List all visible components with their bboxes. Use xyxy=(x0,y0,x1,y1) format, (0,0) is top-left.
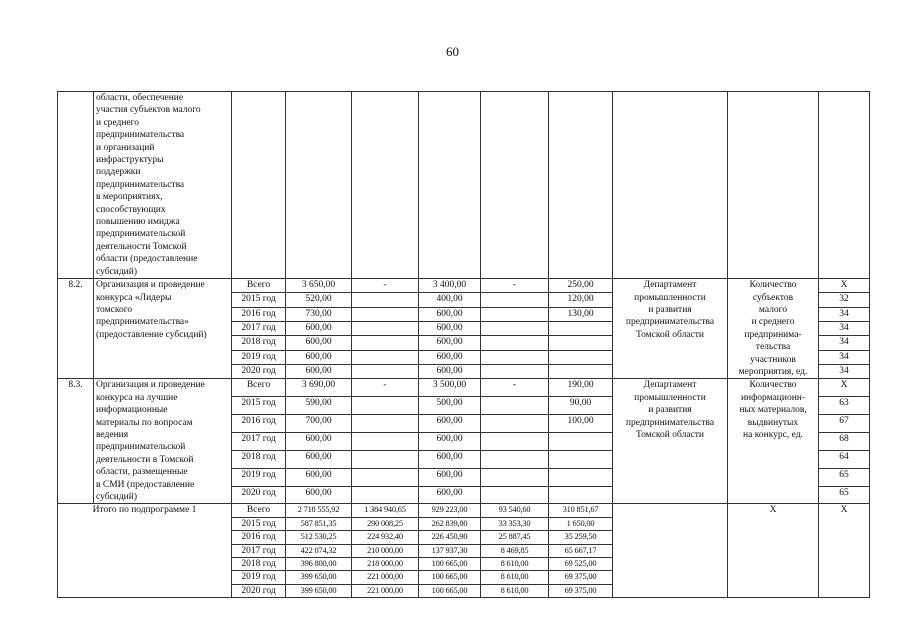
extrabudget-cell: 90,00 xyxy=(549,397,613,415)
total-cell: 600,00 xyxy=(286,432,352,450)
year-cell: 2017 год xyxy=(232,322,286,336)
federal-cell: - xyxy=(352,379,419,397)
municipal-cell xyxy=(481,468,549,486)
regional-cell: 100 665,00 xyxy=(419,558,481,571)
extrabudget-cell: 69 375,00 xyxy=(549,571,613,584)
year-cell: Всего xyxy=(232,504,286,517)
municipal-cell: 93 540,60 xyxy=(481,504,549,517)
indicator-value-cell: 63 xyxy=(819,397,870,415)
municipal-cell: 8 610,00 xyxy=(481,584,549,597)
federal-cell xyxy=(352,350,419,364)
extrabudget-cell: 310 851,67 xyxy=(549,504,613,517)
indicator-cell: Количество субъектов малого и среднего предпринима- тельства участников мероприятия, ед. xyxy=(728,279,819,379)
measure-number: 8.3. xyxy=(58,379,94,504)
total-cell: 600,00 xyxy=(286,486,352,504)
totals-row xyxy=(58,504,870,517)
year-cell: 2020 год xyxy=(232,364,286,378)
indicator-value-cell: X xyxy=(819,504,870,598)
federal-cell xyxy=(352,336,419,350)
municipal-cell xyxy=(481,415,549,433)
regional-cell: 600,00 xyxy=(419,486,481,504)
indicator-value-cell: 32 xyxy=(819,293,870,307)
regional-cell: 600,00 xyxy=(419,322,481,336)
total-cell: 600,00 xyxy=(286,450,352,468)
total-cell: 396 800,00 xyxy=(286,558,352,571)
regional-cell: 262 839,80 xyxy=(419,517,481,530)
total-cell: 3 650,00 xyxy=(286,279,352,293)
federal-cell xyxy=(352,468,419,486)
municipal-cell xyxy=(481,432,549,450)
regional-cell: 600,00 xyxy=(419,336,481,350)
table-row xyxy=(58,279,870,293)
municipal-cell: - xyxy=(481,279,549,293)
extrabudget-cell: 69 525,00 xyxy=(549,558,613,571)
indicator-value-cell: 34 xyxy=(819,322,870,336)
federal-cell: - xyxy=(352,279,419,293)
federal-cell: 290 008,25 xyxy=(352,517,419,530)
federal-cell xyxy=(352,322,419,336)
municipal-cell xyxy=(481,450,549,468)
indicator-value-cell: 67 xyxy=(819,415,870,433)
extrabudget-cell: 120,00 xyxy=(549,293,613,307)
year-cell: Всего xyxy=(232,279,286,293)
total-cell: 587 851,35 xyxy=(286,517,352,530)
federal-cell: 218 000,00 xyxy=(352,558,419,571)
municipal-cell xyxy=(481,397,549,415)
total-cell: 422 074,32 xyxy=(286,544,352,557)
indicator-cell: Количество информационн- ных материалов, выдвинутых на конкурс, ед. xyxy=(728,379,819,504)
municipal-cell xyxy=(481,364,549,378)
total-cell: 600,00 xyxy=(286,322,352,336)
regional-cell: 400,00 xyxy=(419,293,481,307)
federal-cell xyxy=(352,432,419,450)
federal-cell: 221 000,00 xyxy=(352,571,419,584)
indicator-value-cell: 68 xyxy=(819,432,870,450)
extrabudget-cell xyxy=(549,450,613,468)
total-cell: 512 530,25 xyxy=(286,531,352,544)
municipal-cell xyxy=(481,336,549,350)
extrabudget-cell xyxy=(549,486,613,504)
total-cell: 600,00 xyxy=(286,336,352,350)
year-cell: 2020 год xyxy=(232,584,286,597)
federal-cell xyxy=(352,486,419,504)
regional-cell: 600,00 xyxy=(419,432,481,450)
total-cell: 600,00 xyxy=(286,350,352,364)
year-cell: 2019 год xyxy=(232,571,286,584)
year-cell: 2018 год xyxy=(232,558,286,571)
year-cell: 2015 год xyxy=(232,293,286,307)
year-cell: 2015 год xyxy=(232,397,286,415)
regional-cell: 600,00 xyxy=(419,450,481,468)
indicator-value-cell: 34 xyxy=(819,364,870,378)
federal-cell xyxy=(352,307,419,321)
year-cell: 2020 год xyxy=(232,486,286,504)
regional-cell: 600,00 xyxy=(419,350,481,364)
regional-cell: 137 937,30 xyxy=(419,544,481,557)
extrabudget-cell xyxy=(549,322,613,336)
total-cell: 399 650,00 xyxy=(286,584,352,597)
indicator-value-cell: 34 xyxy=(819,336,870,350)
extrabudget-cell xyxy=(549,336,613,350)
department-cell xyxy=(613,504,728,598)
federal-cell xyxy=(352,450,419,468)
municipal-cell xyxy=(481,322,549,336)
extrabudget-cell: 100,00 xyxy=(549,415,613,433)
total-cell: 730,00 xyxy=(286,307,352,321)
program-table xyxy=(57,91,870,598)
totals-label: Итого по подпрограмме 1 xyxy=(58,504,232,598)
year-cell: 2018 год xyxy=(232,450,286,468)
page-number: 60 xyxy=(446,44,459,59)
municipal-cell: - xyxy=(481,379,549,397)
extrabudget-cell: 190,00 xyxy=(549,379,613,397)
total-cell: 520,00 xyxy=(286,293,352,307)
regional-cell: 3 400,00 xyxy=(419,279,481,293)
municipal-cell xyxy=(481,307,549,321)
measure-description: Организация и проведение конкурса «Лидеры томского предпринимательства» (предоставление субсидий) xyxy=(94,279,232,379)
municipal-cell: 8 610,00 xyxy=(481,558,549,571)
year-cell: 2016 год xyxy=(232,415,286,433)
total-cell: 700,00 xyxy=(286,415,352,433)
indicator-value-cell: 34 xyxy=(819,350,870,364)
regional-cell: 100 665,00 xyxy=(419,571,481,584)
department-cell: Департамент промышленности и развития предпринимательства Томской области xyxy=(613,279,728,379)
table-row xyxy=(58,379,870,397)
indicator-cell: X xyxy=(728,504,819,598)
regional-cell: 929 223,00 xyxy=(419,504,481,517)
extrabudget-cell: 35 259,50 xyxy=(549,531,613,544)
federal-cell xyxy=(352,364,419,378)
total-cell: 399 650,00 xyxy=(286,571,352,584)
total-cell: 3 690,00 xyxy=(286,379,352,397)
federal-cell: 221 000,00 xyxy=(352,584,419,597)
federal-cell: 210 000,00 xyxy=(352,544,419,557)
continuation-text: области, обеспечение участия субъектов малого и среднего предпринимательства и организаций инфраструктуры поддержки предпринимательства в мероприятиях, способствующих повышению имиджа предпринимательской деятельности Томской области (предоставление субсидий) xyxy=(94,92,232,279)
municipal-cell: 8 469,85 xyxy=(481,544,549,557)
extrabudget-cell xyxy=(549,364,613,378)
year-cell: 2018 год xyxy=(232,336,286,350)
extrabudget-cell: 250,00 xyxy=(549,279,613,293)
regional-cell: 600,00 xyxy=(419,307,481,321)
measure-number: 8.2. xyxy=(58,279,94,379)
municipal-cell: 25 887,45 xyxy=(481,531,549,544)
federal-cell xyxy=(352,397,419,415)
federal-cell xyxy=(352,293,419,307)
year-cell: Всего xyxy=(232,379,286,397)
extrabudget-cell: 1 650,00 xyxy=(549,517,613,530)
year-cell: 2016 год xyxy=(232,531,286,544)
extrabudget-cell: 130,00 xyxy=(549,307,613,321)
indicator-value-cell: X xyxy=(819,279,870,293)
total-cell: 600,00 xyxy=(286,468,352,486)
extrabudget-cell: 69 375,00 xyxy=(549,584,613,597)
municipal-cell: 33 353,30 xyxy=(481,517,549,530)
federal-cell: 1 384 940,65 xyxy=(352,504,419,517)
measure-description: Организация и проведение конкурса на лучшие информационные материалы по вопросам ведения предпринимательской деятельности в Томской области, размещенные в СМИ (предоставление субсидий) xyxy=(94,379,232,504)
federal-cell xyxy=(352,415,419,433)
year-cell: 2019 год xyxy=(232,350,286,364)
year-cell: 2017 год xyxy=(232,432,286,450)
extrabudget-cell xyxy=(549,350,613,364)
indicator-value-cell: 34 xyxy=(819,307,870,321)
year-cell: 2019 год xyxy=(232,468,286,486)
regional-cell: 600,00 xyxy=(419,468,481,486)
extrabudget-cell: 65 667,17 xyxy=(549,544,613,557)
extrabudget-cell xyxy=(549,432,613,450)
indicator-value-cell: X xyxy=(819,379,870,397)
indicator-value-cell: 65 xyxy=(819,468,870,486)
year-cell: 2017 год xyxy=(232,544,286,557)
regional-cell: 3 500,00 xyxy=(419,379,481,397)
regional-cell: 600,00 xyxy=(419,415,481,433)
continuation-row xyxy=(58,92,870,279)
total-cell: 600,00 xyxy=(286,364,352,378)
total-cell: 2 718 555,92 xyxy=(286,504,352,517)
regional-cell: 600,00 xyxy=(419,364,481,378)
year-cell: 2016 год xyxy=(232,307,286,321)
year-cell: 2015 год xyxy=(232,517,286,530)
regional-cell: 500,00 xyxy=(419,397,481,415)
municipal-cell: 8 610,00 xyxy=(481,571,549,584)
extrabudget-cell xyxy=(549,468,613,486)
indicator-value-cell: 65 xyxy=(819,486,870,504)
regional-cell: 226 450,90 xyxy=(419,531,481,544)
regional-cell: 100 665,00 xyxy=(419,584,481,597)
municipal-cell xyxy=(481,293,549,307)
municipal-cell xyxy=(481,350,549,364)
total-cell: 590,00 xyxy=(286,397,352,415)
municipal-cell xyxy=(481,486,549,504)
department-cell: Департамент промышленности и развития предпринимательства Томской области xyxy=(613,379,728,504)
federal-cell: 224 932,40 xyxy=(352,531,419,544)
indicator-value-cell: 64 xyxy=(819,450,870,468)
